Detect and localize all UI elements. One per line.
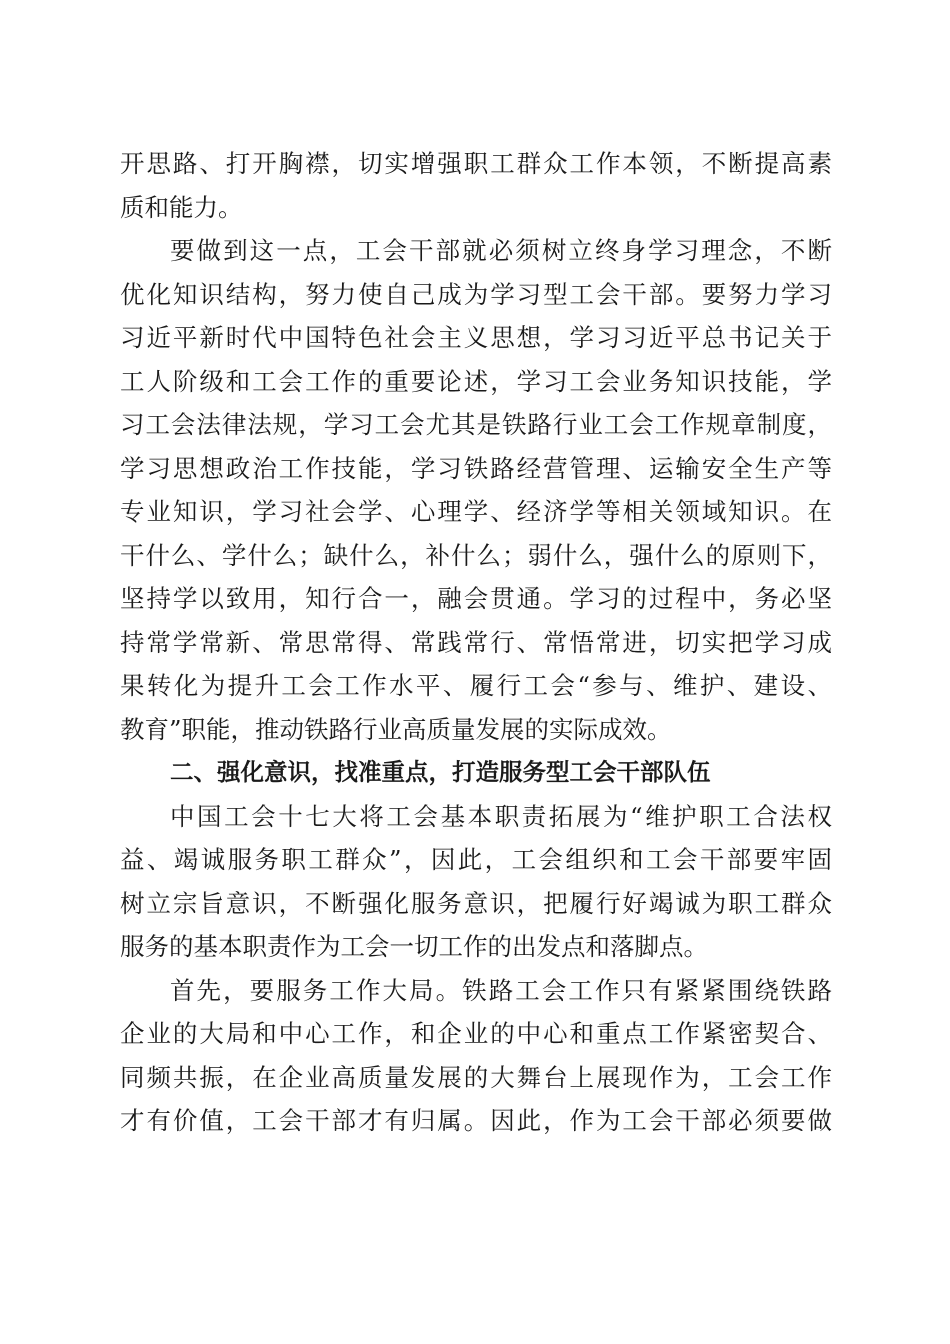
text-line: 习工会法律法规，学习工会尤其是铁路行业工会工作规章制度， (120, 410, 832, 439)
text-line: 优化知识结构，努力使自己成为学习型工会干部。要努力学习 (120, 279, 832, 309)
text-line: 开思路、打开胸襟，切实增强职工群众工作本领，不断提高素 (120, 149, 832, 178)
section-heading: 二、强化意识，找准重点，打造服务型工会干部队伍 (170, 758, 711, 786)
text-line: 企业的大局和中心工作，和企业的中心和重点工作紧密契合、 (120, 1019, 832, 1048)
text-line: 首先，要服务工作大局。铁路工会工作只有紧紧围绕铁路 (170, 975, 832, 1005)
text-line: 教育”职能，推动铁路行业高质量发展的实际成效。 (120, 714, 672, 744)
text-line: 工人阶级和工会工作的重要论述，学习工会业务知识技能，学 (120, 366, 832, 396)
text-line: 才有价值，工会干部才有归属。因此，作为工会干部必须要做 (120, 1106, 832, 1135)
text-line: 质和能力。 (120, 192, 243, 222)
text-line: 坚持学以致用，知行合一，融会贯通。学习的过程中，务必坚 (120, 584, 832, 613)
text-line: 同频共振，在企业高质量发展的大舞台上展现作为，工会工作 (120, 1062, 832, 1092)
text-line: 要做到这一点，工会干部就必须树立终身学习理念，不断 (170, 236, 832, 265)
text-line: 益、竭诚服务职工群众”，因此，工会组织和工会干部要牢固 (120, 845, 832, 874)
text-line: 中国工会十七大将工会基本职责拓展为“维护职工合法权 (170, 801, 832, 831)
text-line: 习近平新时代中国特色社会主义思想，学习习近平总书记关于 (120, 323, 832, 352)
text-line: 学习思想政治工作技能，学习铁路经营管理、运输安全生产等 (120, 453, 832, 483)
text-line: 树立宗旨意识，不断强化服务意识，把履行好竭诚为职工群众 (120, 888, 832, 918)
text-line: 服务的基本职责作为工会一切工作的出发点和落脚点。 (120, 932, 708, 961)
document-body (120, 142, 832, 1143)
text-line: 专业知识，学习社会学、心理学、经济学等相关领域知识。在 (120, 497, 832, 526)
text-line: 持常学常新、常思常得、常践常行、常悟常进，切实把学习成 (120, 627, 832, 657)
text-line: 果转化为提升工会工作水平、履行工会“参与、维护、建设、 (120, 671, 832, 700)
text-line: 干什么、学什么；缺什么，补什么；弱什么，强什么的原则下， (120, 540, 832, 570)
